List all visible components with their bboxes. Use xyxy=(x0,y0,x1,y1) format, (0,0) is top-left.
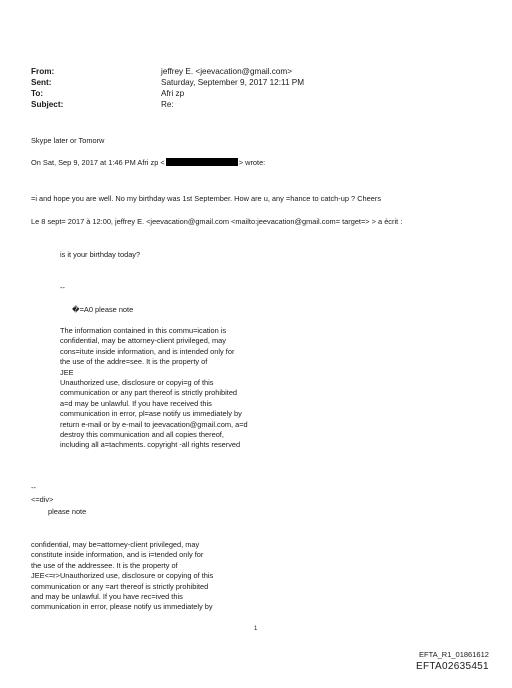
paragraph-line: the use of the addre=see. It is the property of xyxy=(60,357,208,367)
paragraph-line: and may be unlawful. If you have rec=ived this xyxy=(31,592,183,602)
paragraph-line: cons=itute inside information, and is intended only for xyxy=(60,346,235,356)
subject-value: Re: xyxy=(161,100,174,109)
paragraph-line: constitute inside information, and is i=tended only for xyxy=(31,550,204,560)
subject-label: Subject: xyxy=(31,100,64,109)
paragraph-line: communication or any part thereof is strictly prohibited xyxy=(60,388,238,398)
redaction-bar xyxy=(166,158,238,166)
paragraph-line: destroy this communication and all copies thereof, xyxy=(60,430,224,440)
bates-number-1: EFTA_R1_01861612 xyxy=(419,650,489,659)
separator-dashes-2: -- xyxy=(31,483,36,492)
to-value: Afri zp xyxy=(161,89,185,98)
from-label: From: xyxy=(31,67,55,76)
email-header xyxy=(31,66,451,114)
paragraph-line: communication or any =art thereof is strictly prohibited xyxy=(31,581,209,591)
to-label: To: xyxy=(31,89,44,98)
wrote-prefix: On Sat, Sep 9, 2017 at 1:46 PM Afri zp < xyxy=(31,158,165,167)
paragraph-line: communication in error, pl=ase notify us immediately by xyxy=(60,409,242,419)
bates-number-2: EFTA02635451 xyxy=(416,661,489,672)
separator-dashes: -- xyxy=(60,283,65,292)
page-number: 1 xyxy=(254,626,258,632)
disclaimer-paragraph-2 xyxy=(31,540,213,613)
disclaimer-paragraph-1 xyxy=(60,326,248,451)
paragraph-line: The information contained in this commu=ication is xyxy=(60,326,227,335)
body-line-birthday-question: is it your birthday today? xyxy=(60,250,141,259)
body-line-birthday-reply: =i and hope you are well. No my birthday was 1st September. How are u, any =hance to catch-up ? Cheers xyxy=(31,194,382,203)
sent-label: Sent: xyxy=(31,78,52,87)
paragraph-line: confidential, may be=attorney-client privileged, may xyxy=(31,540,200,549)
please-note-line-2: please note xyxy=(48,507,87,516)
body-line-ecrit: Le 8 sept= 2017 à 12:00, jeffrey E. <jeevacation@gmail.com <mailto:jeevacation@gmail.com= target=> > a écrit : xyxy=(31,217,403,226)
sent-value: Saturday, September 9, 2017 12:11 PM xyxy=(161,78,305,87)
paragraph-line: JEE<=r>Unauthorized use, disclosure or copying of this xyxy=(31,571,214,581)
paragraph-line: confidential, may be attorney-client privileged, may xyxy=(60,336,226,346)
paragraph-line: return e-mail or by e-mail to jeevacation@gmail.com, a=d xyxy=(60,419,248,429)
paragraph-line: including all a=tachments. copyright -all rights reserved xyxy=(60,440,241,450)
body-line-skype: Skype later or Tomorw xyxy=(31,136,105,145)
from-value: jeffrey E. <jeevacation@gmail.com> xyxy=(161,67,293,76)
please-note-line: �=A0 please note xyxy=(72,305,134,314)
paragraph-line: Unauthorized use, disclosure or copyi=g of this xyxy=(60,378,214,388)
paragraph-line: communication in error, please notify us immediately by xyxy=(31,602,213,612)
paragraph-line: JEE xyxy=(60,367,74,377)
paragraph-line: a=d may be unlawful. If you have received this xyxy=(60,398,212,408)
wrote-suffix: > wrote: xyxy=(238,158,266,167)
paragraph-line: the use of the addressee. It is the property of xyxy=(31,560,178,570)
div-tag-line: <=div> xyxy=(31,495,54,504)
quoted-wrote-line xyxy=(31,158,265,168)
